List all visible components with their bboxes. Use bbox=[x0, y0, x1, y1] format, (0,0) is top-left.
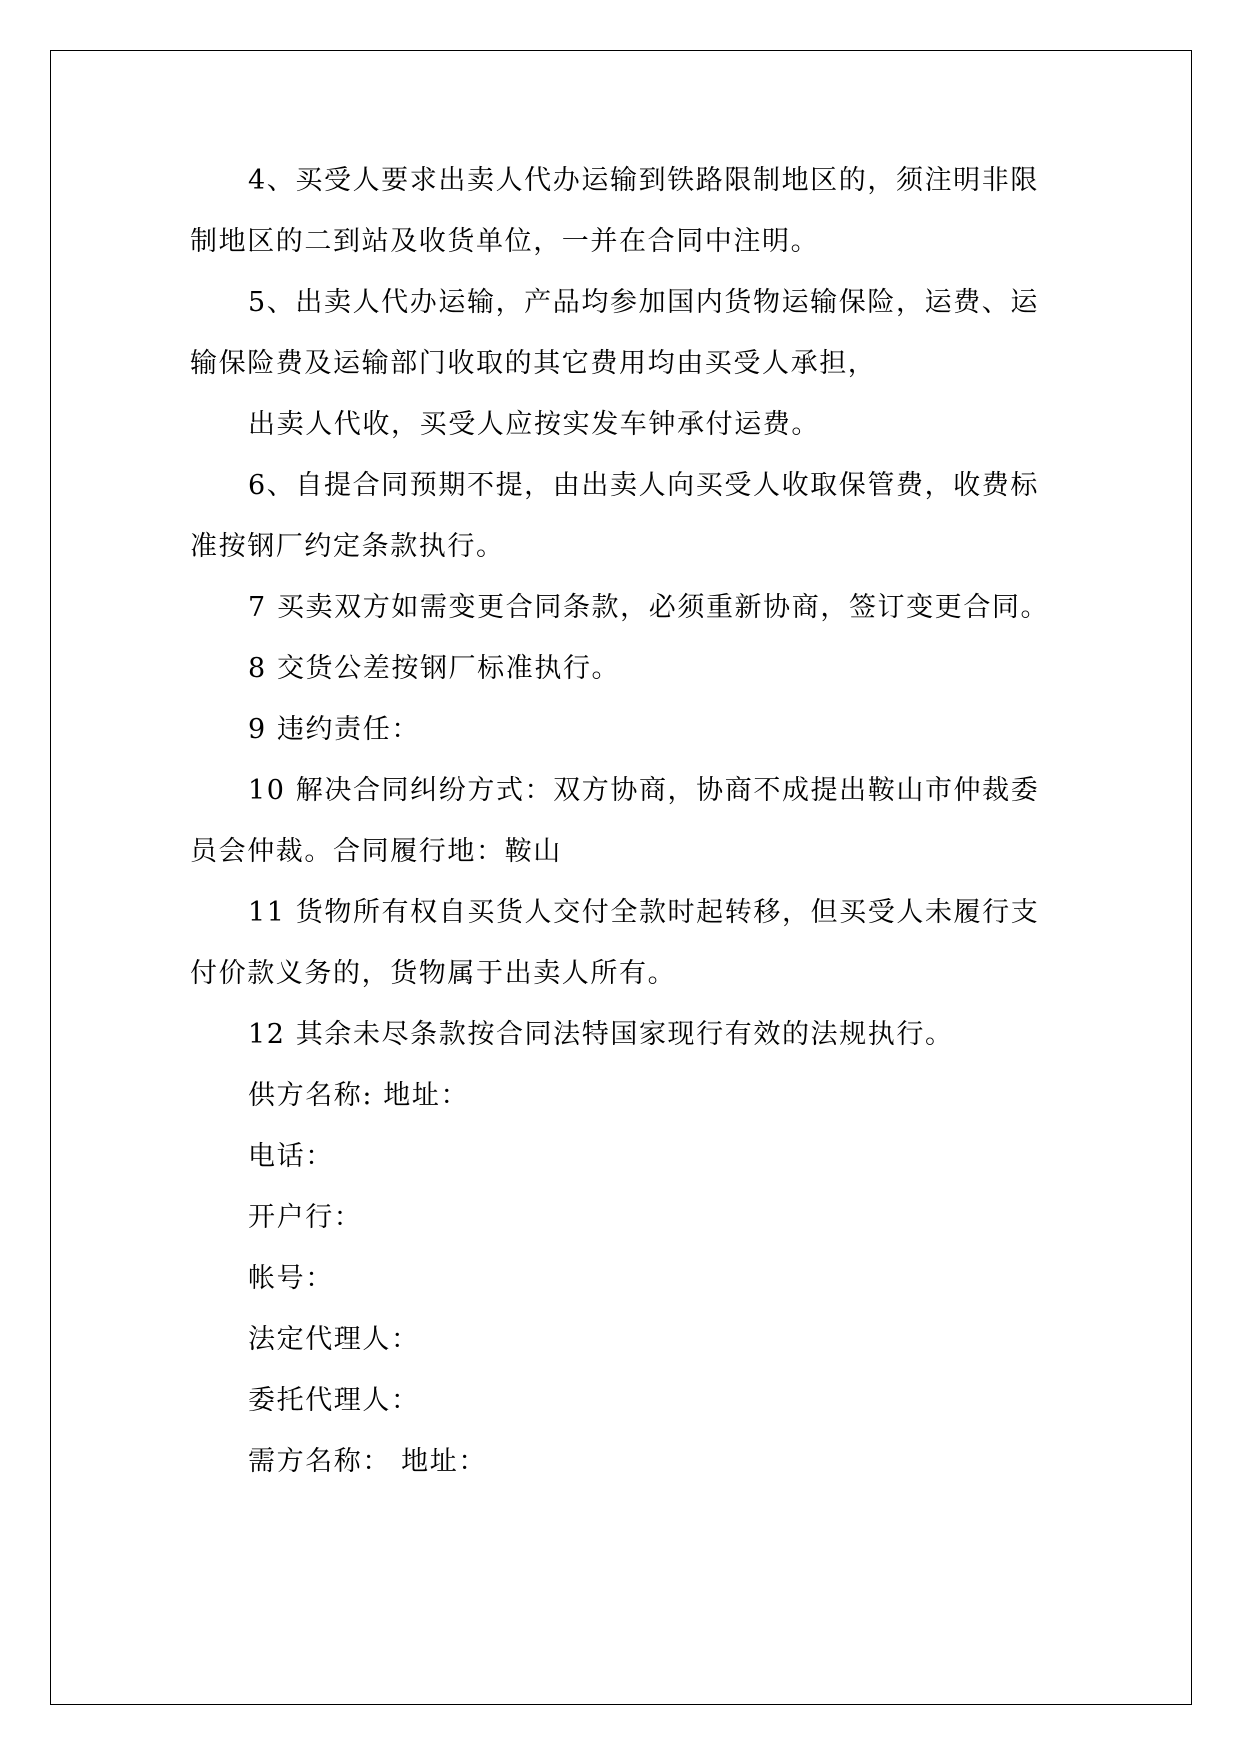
clause-11-line-1: 11 货物所有权自买货人交付全款时起转移，但买受人未履行支 bbox=[248, 897, 1040, 928]
clause-6-line-1: 6、自提合同预期不提，由出卖人向买受人收取保管费，收费标 bbox=[248, 470, 1039, 501]
clause-4-line-1: 4、买受人要求出卖人代办运输到铁路限制地区的，须注明非限 bbox=[248, 165, 1039, 196]
buyer-name-address: 需方名称： 地址： bbox=[248, 1446, 487, 1477]
account-label: 帐号： bbox=[248, 1263, 334, 1294]
clause-9: 9 违约责任： bbox=[248, 714, 420, 745]
supplier-name-address: 供方名称: 地址： bbox=[248, 1080, 470, 1111]
clause-7: 7 买卖双方如需变更合同条款，必须重新协商，签订变更合同。 bbox=[248, 592, 1050, 623]
clause-12: 12 其余未尽条款按合同法特国家现行有效的法规执行。 bbox=[248, 1019, 954, 1050]
bank-label: 开户行： bbox=[248, 1202, 363, 1233]
clause-8: 8 交货公差按钢厂标准执行。 bbox=[248, 653, 621, 684]
clause-5-line-3: 出卖人代收，买受人应按实发车钟承付运费。 bbox=[248, 409, 820, 440]
clause-6-line-2: 准按钢厂约定条款执行。 bbox=[190, 531, 505, 562]
clause-10-line-1: 10 解决合同纠纷方式：双方协商，协商不成提出鞍山市仲裁委 bbox=[248, 775, 1040, 806]
clause-4-line-2: 制地区的二到站及收货单位，一并在合同中注明。 bbox=[190, 226, 820, 257]
legal-agent-label: 法定代理人： bbox=[248, 1324, 420, 1355]
clause-5-line-1: 5、出卖人代办运输，产品均参加国内货物运输保险，运费、运 bbox=[248, 287, 1039, 318]
clause-5-line-2: 输保险费及运输部门收取的其它费用均由买受人承担， bbox=[190, 348, 877, 379]
clause-11-line-2: 付价款义务的，货物属于出卖人所有。 bbox=[190, 958, 677, 989]
entrusted-agent-label: 委托代理人： bbox=[248, 1385, 420, 1416]
clause-10-line-2: 员会仲裁。合同履行地：鞍山 bbox=[190, 836, 562, 867]
phone-label: 电话： bbox=[248, 1141, 334, 1172]
